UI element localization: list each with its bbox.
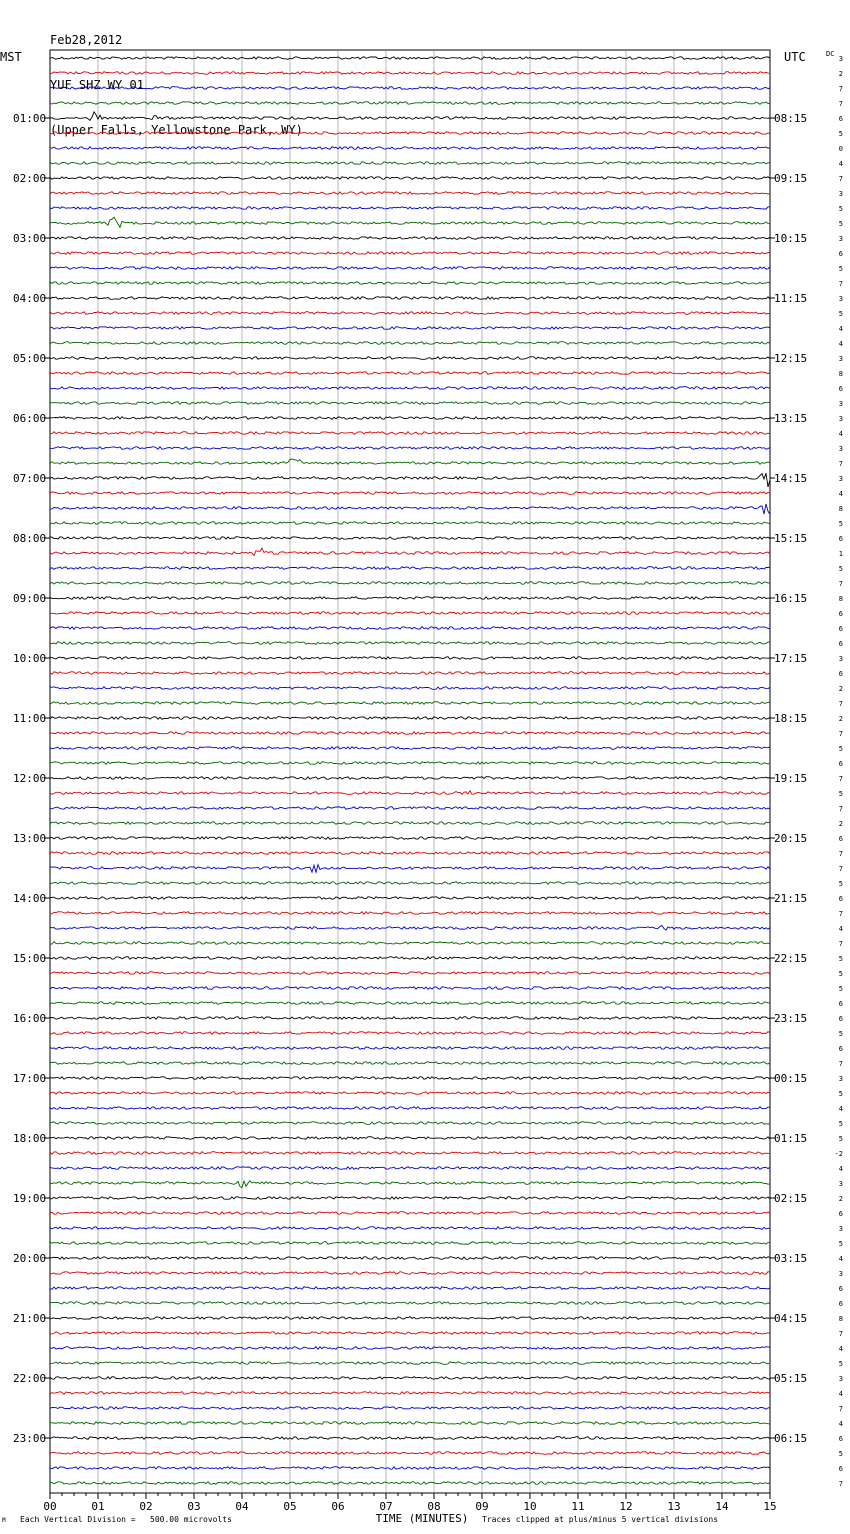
corner-mark: M [2, 1517, 6, 1524]
left-hour-label: 21:00 [13, 1312, 47, 1325]
left-hour-label: 10:00 [13, 652, 47, 665]
dc-label: DC [826, 50, 835, 58]
dc-value: 5 [838, 310, 843, 318]
x-tick-label: 10 [523, 1500, 537, 1513]
left-hour-label: 04:00 [13, 292, 47, 305]
trace-line [50, 1077, 770, 1080]
trace-line [50, 282, 770, 285]
trace-line [50, 72, 770, 75]
trace-line [50, 102, 770, 105]
dc-value: 4 [838, 160, 843, 168]
trace-line [50, 1181, 770, 1188]
trace-line [50, 387, 770, 390]
dc-value: 3 [838, 1075, 843, 1083]
trace-line [50, 217, 770, 227]
x-tick-label: 03 [187, 1500, 201, 1513]
dc-value: 6 [838, 640, 843, 648]
dc-value: 2 [838, 1195, 843, 1203]
dc-value: 6 [838, 1045, 843, 1053]
trace-line [50, 112, 770, 121]
left-hour-label: 20:00 [13, 1252, 47, 1265]
trace-line [50, 1137, 770, 1140]
dc-value: 6 [838, 670, 843, 678]
right-hour-label: 14:15 [774, 472, 808, 485]
dc-value: 4 [838, 1105, 843, 1113]
trace-line [50, 972, 770, 975]
right-hour-label: 06:15 [774, 1432, 808, 1445]
dc-value: 4 [838, 925, 843, 933]
dc-value: 8 [838, 1315, 843, 1323]
left-hour-label: 09:00 [13, 592, 47, 605]
trace-line [50, 762, 770, 765]
trace-line [50, 1062, 770, 1065]
trace-line [50, 237, 770, 240]
trace-line [50, 1482, 770, 1485]
dc-value: 3 [838, 1180, 843, 1188]
dc-value: 5 [838, 985, 843, 993]
dc-value: 2 [838, 685, 843, 693]
left-hour-label: 02:00 [13, 172, 47, 185]
dc-value: 5 [838, 1090, 843, 1098]
trace-line [50, 342, 770, 345]
left-hour-label: 03:00 [13, 232, 47, 245]
trace-line [50, 522, 770, 525]
x-tick-label: 09 [475, 1500, 489, 1513]
trace-line [50, 1452, 770, 1455]
left-hour-label: 05:00 [13, 352, 47, 365]
trace-line [50, 1362, 770, 1365]
trace-line [50, 597, 770, 600]
dc-value: 5 [838, 130, 843, 138]
dc-value: 5 [838, 880, 843, 888]
right-hour-label: 01:15 [774, 1132, 808, 1145]
dc-value: 3 [838, 235, 843, 243]
dc-value: -2 [834, 1150, 843, 1158]
right-hour-label: 09:15 [774, 172, 808, 185]
trace-line [50, 459, 770, 464]
trace-line [50, 548, 770, 555]
x-tick-label: 12 [619, 1500, 633, 1513]
dc-value: 7 [838, 460, 843, 468]
dc-value: 3 [838, 1375, 843, 1383]
dc-value: 6 [838, 1210, 843, 1218]
dc-value: 7 [838, 580, 843, 588]
dc-value: 6 [838, 385, 843, 393]
left-hour-label: 16:00 [13, 1012, 47, 1025]
x-tick-label: 07 [379, 1500, 393, 1513]
left-hour-label: 11:00 [13, 712, 47, 725]
dc-value: 3 [838, 1225, 843, 1233]
right-hour-label: 12:15 [774, 352, 808, 365]
dc-value: 6 [838, 1465, 843, 1473]
trace-line [50, 1392, 770, 1395]
x-tick-label: 08 [427, 1500, 441, 1513]
x-tick-label: 00 [43, 1500, 57, 1513]
trace-line [50, 1242, 770, 1245]
dc-value: 8 [838, 505, 843, 513]
right-hour-label: 20:15 [774, 832, 808, 845]
trace-line [50, 1197, 770, 1200]
scale-note: Each Vertical Division = 500.00 microvolts [20, 1515, 232, 1524]
dc-value: 6 [838, 250, 843, 258]
dc-value: 5 [838, 790, 843, 798]
dc-value: 8 [838, 595, 843, 603]
dc-value: 3 [838, 445, 843, 453]
x-axis-title: TIME (MINUTES) [375, 1512, 469, 1525]
clip-note: Traces clipped at plus/minus 5 vertical divisions [482, 1515, 719, 1524]
dc-value: 7 [838, 1330, 843, 1338]
trace-line [50, 1017, 770, 1020]
dc-value: 3 [838, 655, 843, 663]
utc-label: UTC [784, 50, 806, 64]
dc-value: 7 [838, 700, 843, 708]
trace-line [50, 807, 770, 810]
dc-value: 5 [838, 955, 843, 963]
dc-value: 6 [838, 1285, 843, 1293]
dc-value: 3 [838, 415, 843, 423]
dc-value: 6 [838, 1015, 843, 1023]
trace-line [50, 942, 770, 945]
trace-line [50, 357, 770, 360]
dc-value: 3 [838, 55, 843, 63]
x-tick-label: 15 [763, 1500, 777, 1513]
dc-value: 6 [838, 760, 843, 768]
trace-line [50, 417, 770, 420]
left-hour-label: 01:00 [13, 112, 47, 125]
dc-value: 5 [838, 1360, 843, 1368]
right-hour-label: 03:15 [774, 1252, 808, 1265]
dc-value: 4 [838, 1420, 843, 1428]
trace-line [50, 207, 770, 210]
trace-line [50, 1002, 770, 1005]
trace-line [50, 777, 770, 780]
dc-value: 5 [838, 1030, 843, 1038]
dc-value: 3 [838, 355, 843, 363]
trace-line [50, 432, 770, 435]
dc-value: 7 [838, 280, 843, 288]
trace-line [50, 926, 770, 931]
dc-value: 7 [838, 1405, 843, 1413]
trace-line [50, 1332, 770, 1335]
dc-value: 5 [838, 745, 843, 753]
dc-value: 7 [838, 85, 843, 93]
dc-value: 5 [838, 970, 843, 978]
right-hour-label: 13:15 [774, 412, 808, 425]
trace-line [50, 473, 770, 487]
dc-value: 4 [838, 490, 843, 498]
trace-line [50, 1347, 770, 1350]
trace-line [50, 1407, 770, 1410]
right-hour-label: 17:15 [774, 652, 808, 665]
trace-line [50, 1152, 770, 1155]
left-hour-label: 18:00 [13, 1132, 47, 1145]
trace-line [50, 1302, 770, 1305]
right-hour-label: 11:15 [774, 292, 808, 305]
dc-value: 0 [838, 145, 843, 153]
dc-value: 5 [838, 1450, 843, 1458]
dc-value: 6 [838, 535, 843, 543]
dc-value: 7 [838, 100, 843, 108]
dc-value: 6 [838, 1000, 843, 1008]
trace-line [50, 567, 770, 570]
dc-value: 6 [838, 1300, 843, 1308]
right-hour-label: 00:15 [774, 1072, 808, 1085]
trace-line [50, 312, 770, 315]
dc-value: 2 [838, 70, 843, 78]
trace-line [50, 717, 770, 720]
right-hour-label: 15:15 [774, 532, 808, 545]
dc-value: 4 [838, 1255, 843, 1263]
trace-line [50, 57, 770, 60]
dc-value: 3 [838, 190, 843, 198]
dc-value: 4 [838, 325, 843, 333]
trace-line [50, 1092, 770, 1095]
trace-line [50, 852, 770, 855]
station-label: YUF SHZ WY 01 [50, 78, 144, 92]
dc-value: 3 [838, 475, 843, 483]
trace-line [50, 732, 770, 735]
dc-value: 6 [838, 895, 843, 903]
x-tick-label: 01 [91, 1500, 105, 1513]
dc-value: 4 [838, 1345, 843, 1353]
right-hour-label: 02:15 [774, 1192, 808, 1205]
left-hour-labels [13, 112, 50, 1445]
trace-line [50, 132, 770, 135]
trace-line [50, 402, 770, 405]
trace-line [50, 297, 770, 300]
left-hour-label: 19:00 [13, 1192, 47, 1205]
x-tick-label: 06 [331, 1500, 345, 1513]
x-tick-label: 04 [235, 1500, 249, 1513]
right-hour-label: 19:15 [774, 772, 808, 785]
trace-line [50, 612, 770, 615]
vertical-gridlines [98, 50, 722, 1493]
dc-value: 7 [838, 1060, 843, 1068]
left-hour-label: 07:00 [13, 472, 47, 485]
trace-line [50, 147, 770, 150]
right-hour-labels [770, 112, 807, 1445]
trace-line [50, 1257, 770, 1260]
trace-line [50, 1377, 770, 1380]
dc-value: 3 [838, 400, 843, 408]
right-hour-label: 04:15 [774, 1312, 808, 1325]
trace-line [50, 627, 770, 630]
trace-line [50, 1227, 770, 1230]
trace-line [50, 1317, 770, 1320]
mst-label: MST [0, 50, 22, 64]
x-tick-label: 02 [139, 1500, 153, 1513]
trace-line [50, 267, 770, 270]
trace-line [50, 492, 770, 495]
trace-line [50, 537, 770, 540]
trace-line [50, 582, 770, 585]
dc-value: 8 [838, 370, 843, 378]
trace-line [50, 882, 770, 885]
trace-line [50, 897, 770, 900]
dc-value: 3 [838, 295, 843, 303]
trace-line [50, 1107, 770, 1110]
dc-value: 7 [838, 865, 843, 873]
dc-value: 5 [838, 1240, 843, 1248]
trace-line [50, 791, 770, 795]
trace-line [50, 837, 770, 840]
right-hour-label: 23:15 [774, 1012, 808, 1025]
dc-value: 4 [838, 1390, 843, 1398]
dc-value: 4 [838, 340, 843, 348]
right-hour-label: 18:15 [774, 712, 808, 725]
dc-value: 5 [838, 205, 843, 213]
dc-value: 3 [838, 1270, 843, 1278]
trace-line [50, 1032, 770, 1035]
trace-line [50, 504, 770, 515]
right-hour-label: 21:15 [774, 892, 808, 905]
dc-value: 4 [838, 430, 843, 438]
right-hour-label: 16:15 [774, 592, 808, 605]
left-hour-label: 17:00 [13, 1072, 47, 1085]
trace-line [50, 177, 770, 180]
location-label: (Upper Falls, Yellowstone Park, WY) [50, 123, 303, 137]
left-hour-label: 22:00 [13, 1372, 47, 1385]
x-tick-label: 11 [571, 1500, 585, 1513]
trace-line [50, 372, 770, 375]
trace-line [50, 87, 770, 90]
trace-line [50, 657, 770, 660]
trace-line [50, 642, 770, 645]
dc-value: 6 [838, 1435, 843, 1443]
trace-line [50, 1467, 770, 1470]
dc-value: 5 [838, 220, 843, 228]
left-hour-label: 14:00 [13, 892, 47, 905]
dc-value: 7 [838, 775, 843, 783]
trace-line [50, 1287, 770, 1290]
dc-value: 1 [838, 550, 843, 558]
dc-value: 2 [838, 715, 843, 723]
trace-line [50, 1212, 770, 1215]
trace-line [50, 1272, 770, 1275]
trace-line [50, 672, 770, 675]
trace-line [50, 747, 770, 750]
left-hour-label: 15:00 [13, 952, 47, 965]
trace-line [50, 327, 770, 330]
dc-value: 7 [838, 850, 843, 858]
dc-value: 5 [838, 520, 843, 528]
dc-offset-column [835, 55, 843, 1488]
trace-line [50, 447, 770, 450]
left-hour-label: 23:00 [13, 1432, 47, 1445]
dc-value: 7 [838, 1480, 843, 1488]
left-hour-label: 13:00 [13, 832, 47, 845]
trace-line [50, 252, 770, 255]
trace-line [50, 702, 770, 705]
dc-value: 7 [838, 805, 843, 813]
dc-value: 5 [838, 1120, 843, 1128]
trace-line [50, 1422, 770, 1425]
dc-value: 6 [838, 625, 843, 633]
dc-value: 6 [838, 835, 843, 843]
dc-value: 2 [838, 820, 843, 828]
x-tick-label: 05 [283, 1500, 297, 1513]
dc-value: 7 [838, 910, 843, 918]
x-axis [43, 1493, 776, 1513]
trace-line [50, 162, 770, 165]
left-hour-label: 12:00 [13, 772, 47, 785]
trace-line [50, 1047, 770, 1050]
x-tick-label: 14 [715, 1500, 729, 1513]
dc-value: 7 [838, 940, 843, 948]
dc-value: 6 [838, 115, 843, 123]
trace-line [50, 987, 770, 990]
trace-line [50, 192, 770, 195]
trace-rows [50, 57, 770, 1485]
dc-value: 7 [838, 175, 843, 183]
right-hour-label: 05:15 [774, 1372, 808, 1385]
dc-value: 4 [838, 1165, 843, 1173]
trace-line [50, 912, 770, 915]
left-hour-label: 06:00 [13, 412, 47, 425]
trace-line [50, 687, 770, 690]
right-hour-label: 22:15 [774, 952, 808, 965]
trace-line [50, 822, 770, 825]
left-hour-label: 08:00 [13, 532, 47, 545]
right-hour-label: 10:15 [774, 232, 808, 245]
x-tick-label: 13 [667, 1500, 681, 1513]
dc-value: 5 [838, 1135, 843, 1143]
trace-line [50, 1437, 770, 1440]
right-hour-label: 08:15 [774, 112, 808, 125]
trace-line [50, 1167, 770, 1170]
trace-line [50, 957, 770, 960]
dc-value: 7 [838, 730, 843, 738]
trace-line [50, 1122, 770, 1125]
trace-line [50, 865, 770, 873]
date-label: Feb28,2012 [50, 33, 123, 47]
dc-value: 5 [838, 565, 843, 573]
dc-value: 6 [838, 610, 843, 618]
dc-value: 5 [838, 265, 843, 273]
